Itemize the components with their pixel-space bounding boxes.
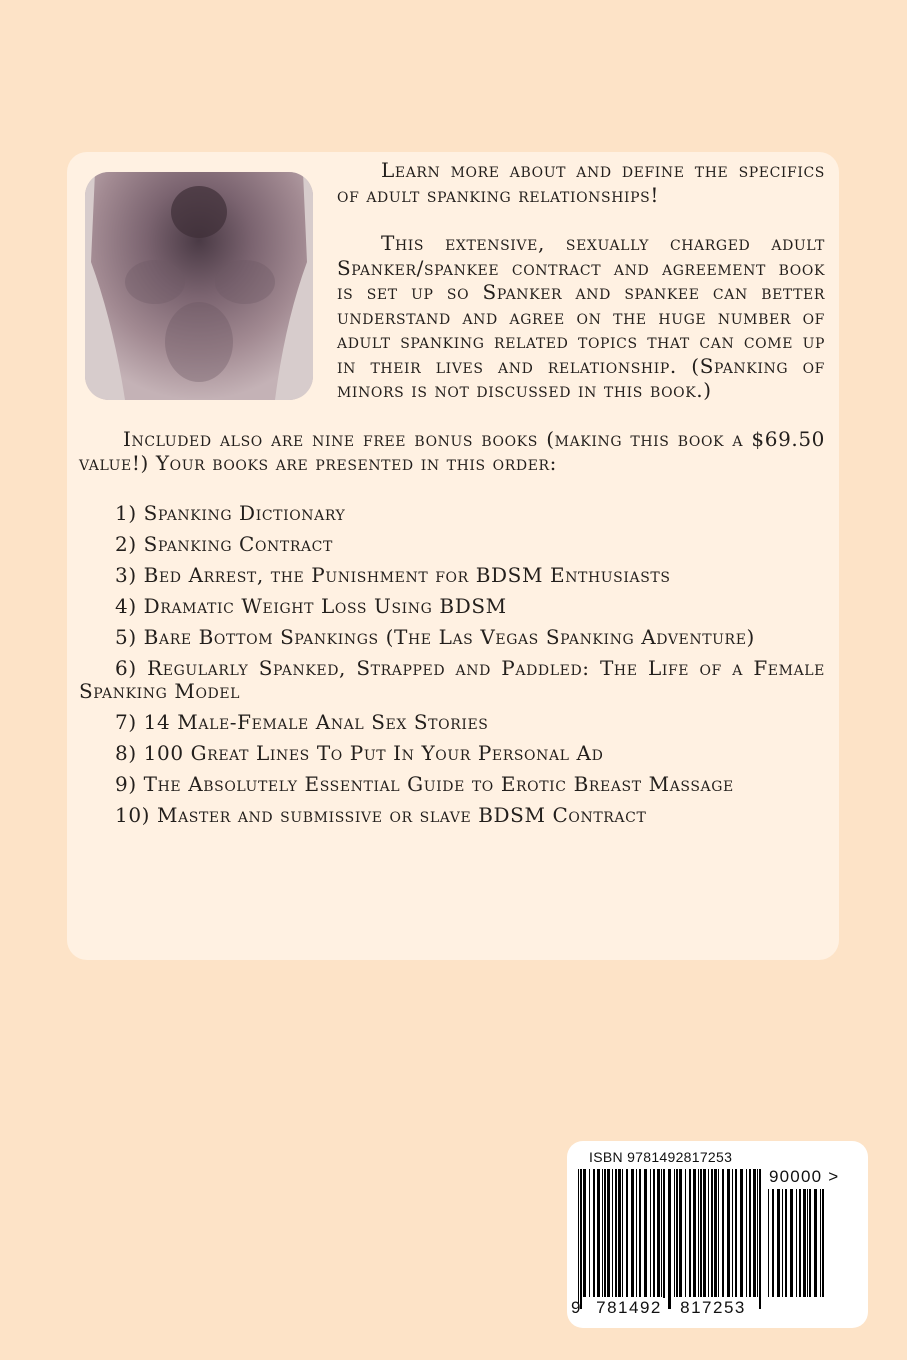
barcode-bar: [693, 1169, 696, 1297]
barcode-bar: [580, 1169, 582, 1309]
barcode-bar: [626, 1169, 628, 1297]
barcode-bar: [735, 1169, 737, 1297]
barcode-bar: [602, 1169, 603, 1297]
book-list: [79, 502, 825, 827]
barcode-bar: [799, 1189, 801, 1297]
barcode-bar: [612, 1169, 613, 1297]
barcode-bar: [718, 1169, 719, 1297]
barcode-bar: [700, 1169, 702, 1297]
barcode-bar: [631, 1169, 634, 1297]
barcode-bar: [653, 1169, 655, 1297]
list-item: 5) Bare Bottom Spankings (The Las Vegas Spanking Adventure): [115, 624, 755, 649]
barcode-digits-right: 817253: [674, 1298, 752, 1318]
addon-price-code: 90000 >: [769, 1167, 840, 1186]
barcode-bar: [714, 1169, 717, 1297]
barcode-bar: [822, 1189, 824, 1297]
barcode-digit-first: 9: [571, 1298, 581, 1317]
barcode-bar: [759, 1169, 761, 1309]
description-text: This extensive, sexually charged adult Spanker/spankee contract and agreement book is set up so Spanker and spankee can better understand and agree on the huge number of adult spanking related topics that can come up in their lives and relationship. (Spanking of minors is not discussed in this book.): [337, 231, 825, 402]
barcode-bar: [727, 1169, 730, 1297]
list-item: 6) Regularly Spanked, Strapped and Paddled: The Life of a Female Spanking Model: [79, 655, 825, 703]
barcode-bar: [703, 1169, 706, 1297]
barcode-bar: [753, 1169, 756, 1297]
barcode-bar: [604, 1169, 606, 1297]
barcode-bar: [698, 1169, 699, 1297]
barcode-bar: [668, 1169, 671, 1309]
intro-text: Learn more about and define the specifics of adult spanking relationships!: [337, 158, 825, 207]
ean13-bars: [576, 1169, 762, 1309]
barcode-bar: [689, 1169, 691, 1297]
barcode-bar: [676, 1169, 678, 1297]
barcode-bar: [578, 1169, 579, 1309]
cover-photo: [85, 172, 313, 400]
list-item: 4) Dramatic Weight Loss Using BDSM: [115, 593, 507, 618]
barcode-bar: [685, 1169, 686, 1297]
list-item: 8) 100 Great Lines To Put In Your Personal Ad: [115, 740, 604, 765]
list-item: 9) The Absolutely Essential Guide to Erotic Breast Massage: [115, 771, 734, 796]
barcode-bar: [661, 1169, 662, 1297]
barcode-bar: [650, 1169, 651, 1297]
bonus-intro-text: Included also are nine free bonus books (making this book a $69.50 value!) Your books are presented in this order:: [79, 426, 825, 475]
barcode-bar: [674, 1169, 675, 1297]
barcode-bar: [639, 1169, 641, 1297]
barcode-bar: [785, 1189, 787, 1297]
barcode-bar: [636, 1169, 637, 1297]
barcode-digits-left: 781492: [590, 1298, 668, 1318]
barcode-bar: [777, 1189, 780, 1297]
barcode-bar: [807, 1189, 808, 1297]
barcode-bar: [740, 1169, 743, 1297]
barcode-bar: [782, 1189, 783, 1297]
barcode-bar: [757, 1169, 758, 1297]
barcode-bar: [597, 1169, 600, 1297]
barcode-bar: [589, 1169, 590, 1297]
barcode-bar: [796, 1189, 797, 1297]
barcode-bar: [622, 1169, 623, 1297]
barcode-bar: [583, 1169, 586, 1297]
barcode-bar: [663, 1169, 665, 1309]
barcode-bar: [803, 1189, 806, 1297]
barcode-bar: [708, 1169, 709, 1297]
list-item: 10) Master and submissive or slave BDSM Contract: [115, 802, 647, 827]
barcode-bar: [746, 1169, 747, 1297]
list-item: 7) 14 Male-Female Anal Sex Stories: [115, 709, 489, 734]
barcode-bar: [615, 1169, 617, 1297]
barcode-bar: [732, 1169, 733, 1297]
barcode-bar: [790, 1189, 793, 1297]
addon-bars: [766, 1189, 826, 1309]
barcode-bar: [768, 1189, 769, 1297]
barcode-bar: [593, 1169, 595, 1297]
isbn-barcode: [567, 1141, 868, 1328]
back-cover-text-panel: [67, 152, 839, 960]
list-item: 2) Spanking Contract: [115, 531, 333, 556]
barcode-bar: [722, 1169, 724, 1297]
list-item: 1) Spanking Dictionary: [115, 500, 346, 525]
barcode-bar: [644, 1169, 647, 1297]
barcode-bar: [607, 1169, 610, 1297]
barcode-bar: [657, 1169, 660, 1297]
barcode-bar: [814, 1189, 817, 1297]
barcode-bar: [820, 1189, 821, 1297]
barcode-bar: [809, 1189, 811, 1297]
barcode-bar: [772, 1189, 774, 1297]
list-item: 3) Bed Arrest, the Punishment for BDSM Enthusiasts: [115, 562, 671, 587]
barcode-bar: [749, 1169, 751, 1297]
isbn-label: ISBN 9781492817253: [589, 1149, 733, 1165]
barcode-bar: [679, 1169, 682, 1297]
barcode-bar: [618, 1169, 621, 1297]
barcode-bar: [711, 1169, 713, 1297]
